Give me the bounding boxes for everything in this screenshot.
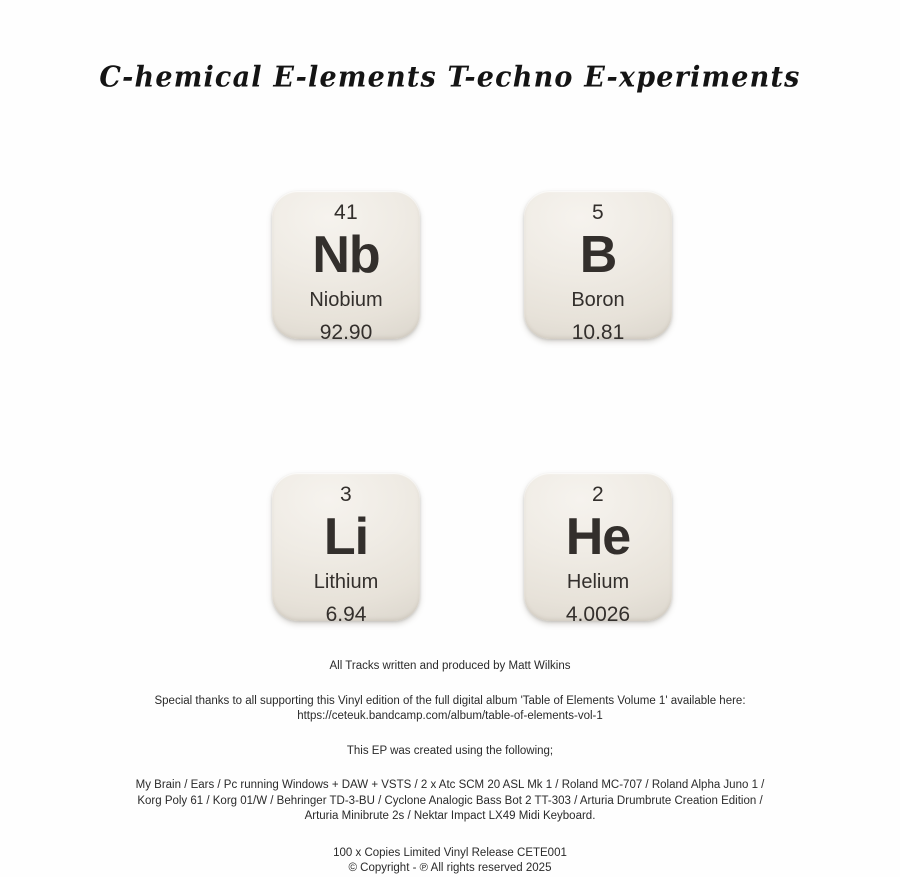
element-name: Niobium bbox=[309, 289, 383, 311]
thanks-block bbox=[0, 694, 900, 724]
gear-line: Arturia Minibrute 2s / Nektar Impact LX49 Midi Keyboard. bbox=[304, 810, 596, 822]
atomic-mass: 6.94 bbox=[325, 603, 367, 626]
thanks-line: Special thanks to all supporting this Vinyl edition of the full digital album 'Table of Elements Volume 1' available here: bbox=[154, 695, 746, 707]
release-footer bbox=[0, 846, 900, 877]
created-using-line: This EP was created using the following; bbox=[346, 745, 554, 757]
element-tile-boron[interactable] bbox=[524, 191, 672, 344]
element-name: Boron bbox=[571, 289, 625, 311]
atomic-mass: 4.0026 bbox=[565, 603, 631, 626]
album-url-link[interactable]: https://ceteuk.bandcamp.com/album/table-of-elements-vol-1 bbox=[297, 710, 603, 722]
element-symbol: He bbox=[565, 508, 631, 566]
atomic-number: 41 bbox=[334, 201, 358, 224]
atomic-number: 3 bbox=[340, 483, 352, 506]
element-symbol: Li bbox=[323, 508, 369, 566]
gear-line: Korg Poly 61 / Korg 01/W / Behringer TD-3-BU / Cyclone Analogic Bass Bot 2 TT-303 / Arturia Drumbrute Creation Edition / bbox=[137, 794, 763, 807]
release-line: 100 x Copies Limited Vinyl Release CETE001 bbox=[333, 846, 567, 859]
element-tile-helium[interactable] bbox=[524, 473, 672, 626]
element-tile-grid bbox=[272, 191, 672, 626]
gear-list bbox=[0, 778, 900, 825]
atomic-number: 5 bbox=[592, 201, 604, 224]
atomic-mass: 10.81 bbox=[571, 321, 625, 344]
credits-section bbox=[0, 659, 900, 877]
element-tile-niobium[interactable] bbox=[272, 191, 420, 344]
copyright-line: © Copyright - ℗ All rights reserved 2025 bbox=[348, 862, 552, 874]
atomic-mass: 92.90 bbox=[319, 321, 373, 344]
page-title: C-hemical E-lements T-echno E-xperiments bbox=[99, 61, 801, 94]
element-name: Lithium bbox=[313, 571, 379, 593]
element-name: Helium bbox=[566, 571, 630, 593]
gear-line: My Brain / Ears / Pc running Windows + DAW + VSTS / 2 x Atc SCM 20 ASL Mk 1 / Roland MC-707 / Roland Alpha Juno 1 / bbox=[135, 779, 765, 791]
album-title-container bbox=[0, 62, 900, 93]
element-tile-lithium[interactable] bbox=[272, 473, 420, 626]
element-symbol: B bbox=[579, 226, 617, 284]
atomic-number: 2 bbox=[592, 483, 604, 506]
produced-by-line: All Tracks written and produced by Matt Wilkins bbox=[329, 660, 571, 672]
element-symbol: Nb bbox=[312, 226, 380, 284]
